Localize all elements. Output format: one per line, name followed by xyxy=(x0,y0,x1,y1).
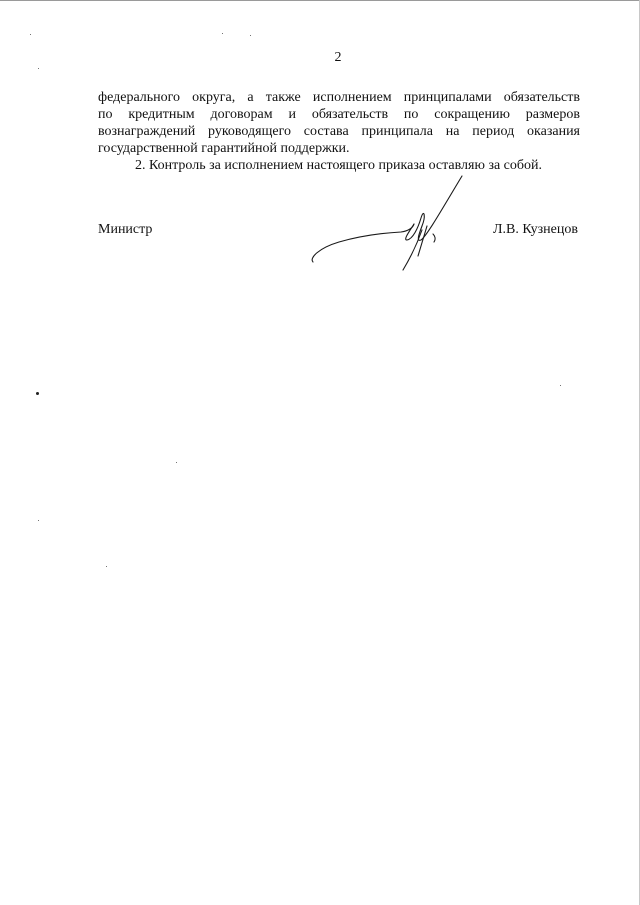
scan-speck xyxy=(106,566,107,567)
scan-speck xyxy=(222,33,223,34)
paragraph-1-line: по кредитным договорам и обязательств по сокращению размеров xyxy=(98,107,580,122)
scan-speck xyxy=(176,462,177,463)
paragraph-2: 2. Контроль за исполнением настоящего приказа оставляю за собой. xyxy=(135,158,543,173)
body-text xyxy=(98,89,580,174)
signatory-title: Министр xyxy=(98,222,153,237)
page-number: 2 xyxy=(334,50,342,65)
paragraph-1 xyxy=(98,89,580,157)
paragraph-1-line: государственной гарантийной поддержки. xyxy=(98,141,350,156)
scan-speck xyxy=(250,35,251,36)
handwritten-signature xyxy=(305,170,470,275)
scan-speck xyxy=(560,385,561,386)
paragraph-1-line: вознаграждений руководящего состава принципала на период оказания xyxy=(98,124,580,139)
scan-speck xyxy=(38,520,39,521)
scan-speck xyxy=(36,392,39,395)
scan-speck xyxy=(38,68,39,69)
paragraph-1-line: федерального округа, а также исполнением принципалами обязательств xyxy=(98,90,580,105)
signatory-name: Л.В. Кузнецов xyxy=(493,222,578,237)
scan-speck xyxy=(30,34,31,35)
page-top-edge xyxy=(0,0,640,1)
